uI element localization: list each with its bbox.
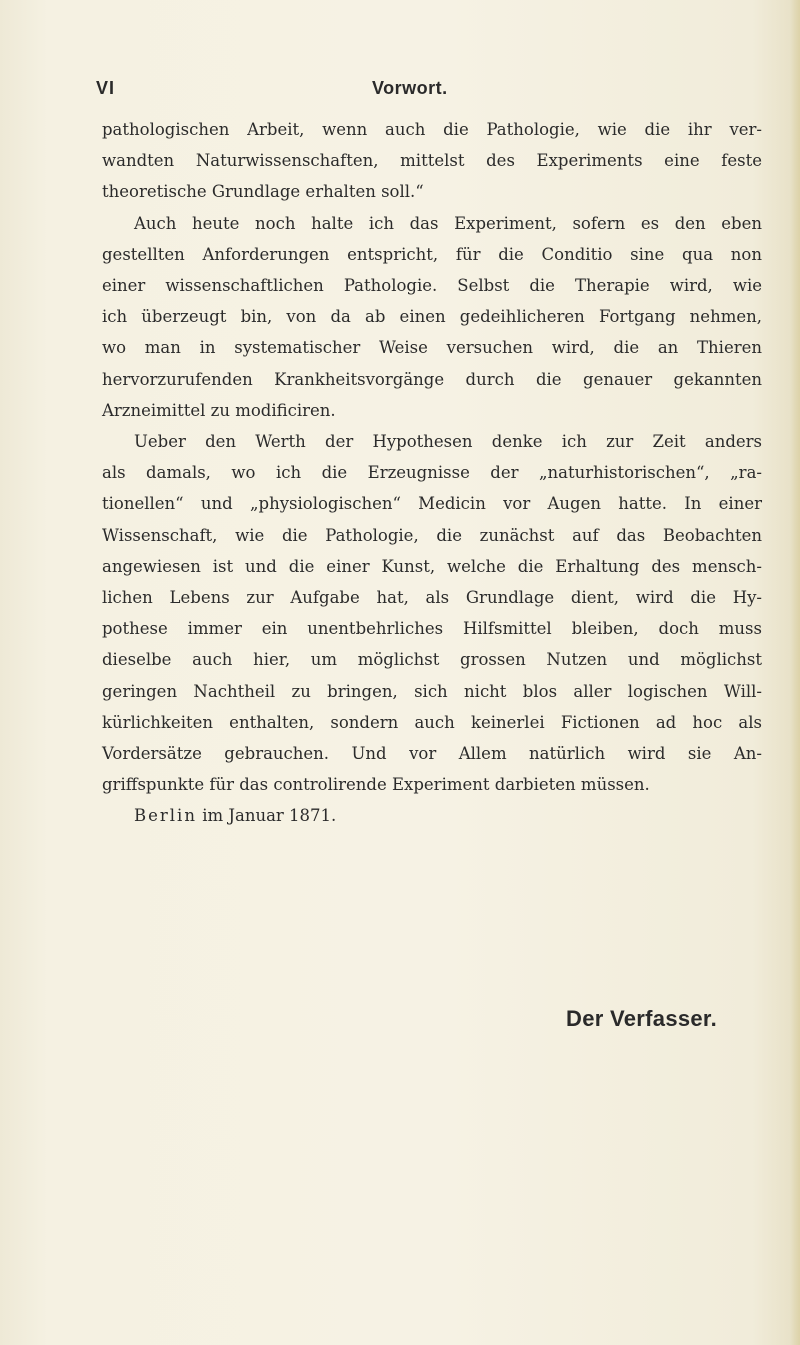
signature: Der Verfasser. — [566, 1006, 717, 1031]
text-line: angewiesen ist und die einer Kunst, welche die Erhaltung des mensch- — [102, 556, 762, 576]
running-head — [96, 78, 716, 102]
date-text: im Januar 1871. — [196, 806, 337, 826]
text-line: ich überzeugt bin, von da ab einen gedeihlicheren Fortgang nehmen, — [102, 307, 762, 327]
text-line: gestellten Anforderungen entspricht, für die Conditio sine qua non — [102, 244, 762, 264]
text-line: hervorzurufenden Krankheitsvorgänge durch die genauer gekannten — [102, 369, 762, 389]
text-line: Wissenschaft, wie die Pathologie, die zunächst auf das Beobachten — [102, 525, 762, 545]
text-line: Arzneimittel zu modificiren. — [102, 400, 336, 420]
text-line: Auch heute noch halte ich das Experiment, sofern es den eben — [134, 213, 762, 233]
place-name: Berlin — [134, 806, 197, 826]
text-line: Ueber den Werth der Hypothesen denke ich zur Zeit anders — [134, 432, 762, 452]
text-line: geringen Nachtheil zu bringen, sich nicht blos aller logischen Will- — [102, 681, 762, 701]
text-line: pathologischen Arbeit, wenn auch die Pathologie, wie die ihr ver- — [102, 120, 762, 139]
text-line: griffspunkte für das controlirende Experiment darbieten müssen. — [102, 775, 650, 795]
text-line: dieselbe auch hier, um möglichst grossen Nutzen und möglichst — [102, 650, 762, 670]
text-line: als damals, wo ich die Erzeugnisse der „naturhistorischen“, „ra- — [102, 463, 762, 483]
text-line: Vordersätze gebrauchen. Und vor Allem natürlich wird sie An- — [102, 744, 762, 764]
text-line: tionellen“ und „physiologischen“ Medicin vor Augen hatte. In einer — [102, 494, 762, 514]
text-line: wandten Naturwissenschaften, mittelst des Experiments eine feste — [102, 151, 762, 171]
text-line: pothese immer ein unentbehrliches Hilfsmittel bleiben, doch muss — [102, 619, 762, 639]
page-edge-shading — [790, 0, 800, 1345]
text-line: einer wissenschaftlichen Pathologie. Selbst die Therapie wird, wie — [102, 276, 762, 296]
text-line: wo man in systematischer Weise versuchen wird, die an Thieren — [102, 338, 762, 358]
page-number: VI — [96, 78, 116, 98]
text-line: lichen Lebens zur Aufgabe hat, als Grundlage dient, wird die Hy- — [102, 588, 762, 608]
text-line: theoretische Grundlage erhalten soll.“ — [102, 182, 424, 202]
running-head-title: Vorwort. — [372, 78, 448, 98]
body-text — [102, 114, 762, 832]
place-date-line — [102, 800, 762, 831]
text-line: kürlichkeiten enthalten, sondern auch keinerlei Fictionen ad hoc als — [102, 712, 762, 732]
